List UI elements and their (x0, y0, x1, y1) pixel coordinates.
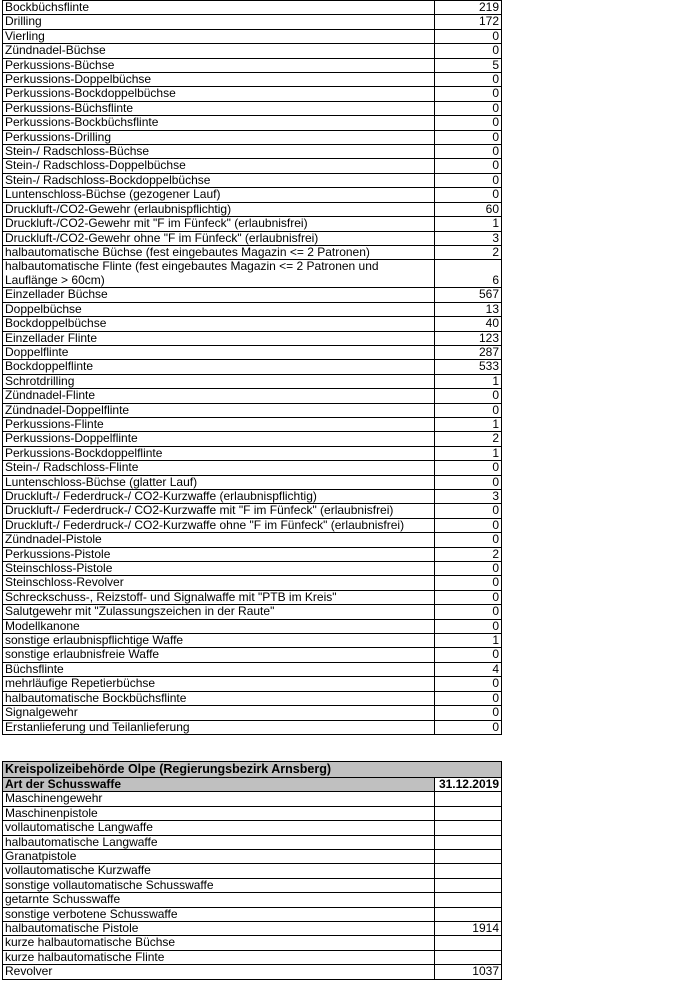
count-cell: 2 (435, 432, 502, 446)
weapon-type-cell: Büchsflinte (3, 662, 435, 676)
count-cell: 0 (435, 461, 502, 475)
count-cell: 40 (435, 317, 502, 331)
table-row (3, 562, 502, 576)
count-cell: 3 (435, 490, 502, 504)
weapon-type-cell: kurze halbautomatische Flinte (3, 950, 435, 964)
count-cell: 1 (435, 634, 502, 648)
weapon-type-cell: Maschinengewehr (3, 792, 435, 806)
count-cell: 0 (435, 403, 502, 417)
weapon-type-cell: Doppelflinte (3, 345, 435, 359)
weapon-type-cell: Steinschloss-Pistole (3, 562, 435, 576)
column-header-row (3, 778, 502, 792)
weapon-type-cell: Perkussions-Bockbüchsflinte (3, 116, 435, 130)
count-cell: 6 (435, 260, 502, 288)
table-row (3, 821, 502, 835)
date-column-header: 31.12.2019 (435, 778, 502, 792)
count-cell: 0 (435, 691, 502, 705)
weapon-type-cell: Vierling (3, 29, 435, 43)
count-cell: 1037 (435, 965, 502, 979)
table-row (3, 302, 502, 316)
table-row (3, 864, 502, 878)
weapon-type-cell: Erstanlieferung und Teilanlieferung (3, 720, 435, 734)
table-row (3, 965, 502, 979)
table-row (3, 893, 502, 907)
count-cell: 1 (435, 217, 502, 231)
count-cell: 0 (435, 116, 502, 130)
table-row (3, 677, 502, 691)
table-row (3, 504, 502, 518)
count-cell: 0 (435, 677, 502, 691)
count-cell (435, 850, 502, 864)
table-row (3, 720, 502, 734)
table-row (3, 461, 502, 475)
count-cell: 4 (435, 662, 502, 676)
weapon-type-cell: sonstige vollautomatische Schusswaffe (3, 878, 435, 892)
table-row (3, 446, 502, 460)
count-cell: 0 (435, 706, 502, 720)
weapon-type-cell: Druckluft-/ Federdruck-/ CO2-Kurzwaffe (erlaubnispflichtig) (3, 490, 435, 504)
count-cell: 0 (435, 475, 502, 489)
count-cell: 0 (435, 130, 502, 144)
table-row (3, 806, 502, 820)
table-row (3, 417, 502, 431)
table-row (3, 619, 502, 633)
weapon-type-cell: Modellkanone (3, 619, 435, 633)
weapon-type-cell: Signalgewehr (3, 706, 435, 720)
count-cell: 0 (435, 389, 502, 403)
weapon-type-cell: halbautomatische Langwaffe (3, 835, 435, 849)
weapon-type-cell: Schrotdrilling (3, 374, 435, 388)
weapon-type-cell: Zündnadel-Doppelflinte (3, 403, 435, 417)
weapon-type-cell: Druckluft-/CO2-Gewehr (erlaubnispflichtig) (3, 202, 435, 216)
count-cell (435, 936, 502, 950)
weapons-table-1-body (3, 1, 502, 735)
weapon-type-cell: mehrläufige Repetierbüchse (3, 677, 435, 691)
table-row (3, 878, 502, 892)
count-cell: 172 (435, 15, 502, 29)
table-row (3, 590, 502, 604)
count-cell (435, 878, 502, 892)
table-row (3, 345, 502, 359)
count-cell: 1 (435, 417, 502, 431)
table-row (3, 317, 502, 331)
table-row (3, 44, 502, 58)
table-row (3, 475, 502, 489)
table-row (3, 634, 502, 648)
weapon-type-cell: Stein-/ Radschloss-Büchse (3, 145, 435, 159)
count-cell: 0 (435, 159, 502, 173)
count-cell: 0 (435, 720, 502, 734)
count-cell: 0 (435, 73, 502, 87)
weapon-type-cell: Bockdoppelflinte (3, 360, 435, 374)
weapon-type-cell: Perkussions-Büchse (3, 58, 435, 72)
count-cell: 0 (435, 576, 502, 590)
weapons-table-2 (2, 761, 502, 980)
weapon-type-cell: Stein-/ Radschloss-Doppelbüchse (3, 159, 435, 173)
table-row (3, 87, 502, 101)
count-cell: 1 (435, 446, 502, 460)
weapon-type-cell: Perkussions-Drilling (3, 130, 435, 144)
count-cell: 1914 (435, 922, 502, 936)
count-cell: 3 (435, 231, 502, 245)
table-row (3, 29, 502, 43)
table-row (3, 907, 502, 921)
weapon-type-cell: Druckluft-/ Federdruck-/ CO2-Kurzwaffe ohne "F im Fünfeck" (erlaubnisfrei) (3, 518, 435, 532)
weapon-type-cell: Salutgewehr mit "Zulassungszeichen in der Raute" (3, 605, 435, 619)
table-row (3, 403, 502, 417)
weapon-type-cell: Zündnadel-Büchse (3, 44, 435, 58)
weapons-table-1 (2, 0, 502, 735)
count-cell: 0 (435, 619, 502, 633)
count-cell (435, 907, 502, 921)
weapon-type-cell: Bockbüchsflinte (3, 1, 435, 15)
count-cell: 0 (435, 605, 502, 619)
table-row (3, 58, 502, 72)
weapon-type-cell: halbautomatische Pistole (3, 922, 435, 936)
table-row (3, 202, 502, 216)
table-row (3, 73, 502, 87)
count-cell (435, 806, 502, 820)
weapon-type-cell: sonstige erlaubnisfreie Waffe (3, 648, 435, 662)
count-cell: 13 (435, 302, 502, 316)
weapon-type-cell: Maschinenpistole (3, 806, 435, 820)
count-cell: 0 (435, 590, 502, 604)
weapon-type-cell: Stein-/ Radschloss-Bockdoppelbüchse (3, 173, 435, 187)
table-row (3, 547, 502, 561)
weapon-type-cell: Steinschloss-Revolver (3, 576, 435, 590)
table-row (3, 1, 502, 15)
weapon-type-cell: halbautomatische Flinte (fest eingebautes Magazin <= 2 Patronen und Lauflänge > 60cm) (3, 260, 435, 288)
weapon-type-cell: vollautomatische Langwaffe (3, 821, 435, 835)
count-cell (435, 792, 502, 806)
table-row (3, 432, 502, 446)
weapon-type-cell: Luntenschloss-Büchse (glatter Lauf) (3, 475, 435, 489)
count-cell: 567 (435, 288, 502, 302)
weapon-type-cell: sonstige erlaubnispflichtige Waffe (3, 634, 435, 648)
count-cell: 5 (435, 58, 502, 72)
count-cell: 60 (435, 202, 502, 216)
table-row (3, 662, 502, 676)
count-cell: 287 (435, 345, 502, 359)
table-row (3, 130, 502, 144)
count-cell: 533 (435, 360, 502, 374)
table-row (3, 217, 502, 231)
count-cell: 2 (435, 547, 502, 561)
table-row (3, 260, 502, 288)
table-row (3, 533, 502, 547)
table-row (3, 648, 502, 662)
count-cell: 0 (435, 562, 502, 576)
count-cell (435, 821, 502, 835)
weapon-type-cell: Revolver (3, 965, 435, 979)
count-cell: 1 (435, 374, 502, 388)
count-cell (435, 893, 502, 907)
weapons-table-2-body (3, 762, 502, 980)
weapon-type-cell: Luntenschloss-Büchse (gezogener Lauf) (3, 188, 435, 202)
weapon-type-cell: Einzellader Büchse (3, 288, 435, 302)
count-cell: 0 (435, 173, 502, 187)
weapon-type-cell: halbautomatische Bockbüchsflinte (3, 691, 435, 705)
count-cell: 0 (435, 101, 502, 115)
weapon-type-cell: Granatpistole (3, 850, 435, 864)
weapon-type-column-header: Art der Schusswaffe (3, 778, 435, 792)
count-cell: 2 (435, 245, 502, 259)
count-cell: 0 (435, 188, 502, 202)
weapon-type-cell: vollautomatische Kurzwaffe (3, 864, 435, 878)
count-cell: 0 (435, 145, 502, 159)
weapon-type-cell: Schreckschuss-, Reizstoff- und Signalwaffe mit "PTB im Kreis" (3, 590, 435, 604)
table-row (3, 188, 502, 202)
weapon-type-cell: Perkussions-Doppelbüchse (3, 73, 435, 87)
table-row (3, 101, 502, 115)
weapon-type-cell: Perkussions-Flinte (3, 417, 435, 431)
table-row (3, 518, 502, 532)
table-row (3, 360, 502, 374)
count-cell: 0 (435, 44, 502, 58)
table-row (3, 231, 502, 245)
table-row (3, 145, 502, 159)
weapon-type-cell: kurze halbautomatische Büchse (3, 936, 435, 950)
weapon-type-cell: Stein-/ Radschloss-Flinte (3, 461, 435, 475)
authority-title: Kreispolizeibehörde Olpe (Regierungsbezirk Arnsberg) (3, 762, 502, 778)
weapon-type-cell: Druckluft-/CO2-Gewehr mit "F im Fünfeck" (erlaubnisfrei) (3, 217, 435, 231)
table-row (3, 691, 502, 705)
weapon-type-cell: sonstige verbotene Schusswaffe (3, 907, 435, 921)
count-cell: 219 (435, 1, 502, 15)
table-row (3, 922, 502, 936)
authority-header-row (3, 762, 502, 778)
weapon-type-cell: Zündnadel-Flinte (3, 389, 435, 403)
table-row (3, 374, 502, 388)
count-cell: 0 (435, 518, 502, 532)
table-row (3, 605, 502, 619)
weapon-type-cell: Perkussions-Doppelflinte (3, 432, 435, 446)
weapon-type-cell: Perkussions-Bockdoppelflinte (3, 446, 435, 460)
table-row (3, 331, 502, 345)
weapon-type-cell: Einzellader Flinte (3, 331, 435, 345)
count-cell: 0 (435, 29, 502, 43)
count-cell (435, 950, 502, 964)
weapon-type-cell: Perkussions-Büchsflinte (3, 101, 435, 115)
table-row (3, 936, 502, 950)
table-row (3, 116, 502, 130)
table-row (3, 15, 502, 29)
weapon-type-cell: Bockdoppelbüchse (3, 317, 435, 331)
count-cell (435, 864, 502, 878)
weapon-type-cell: Druckluft-/ Federdruck-/ CO2-Kurzwaffe mit "F im Fünfeck" (erlaubnisfrei) (3, 504, 435, 518)
count-cell: 0 (435, 533, 502, 547)
table-row (3, 950, 502, 964)
table-row (3, 389, 502, 403)
table-row (3, 576, 502, 590)
weapon-type-cell: Zündnadel-Pistole (3, 533, 435, 547)
table-row (3, 288, 502, 302)
table-row (3, 159, 502, 173)
table-row (3, 490, 502, 504)
weapon-type-cell: getarnte Schusswaffe (3, 893, 435, 907)
count-cell: 0 (435, 504, 502, 518)
table-row (3, 792, 502, 806)
count-cell: 0 (435, 648, 502, 662)
table-row (3, 706, 502, 720)
count-cell: 0 (435, 87, 502, 101)
weapon-type-cell: Doppelbüchse (3, 302, 435, 316)
weapon-type-cell: Perkussions-Pistole (3, 547, 435, 561)
count-cell (435, 835, 502, 849)
weapon-type-cell: Perkussions-Bockdoppelbüchse (3, 87, 435, 101)
table-row (3, 850, 502, 864)
weapon-type-cell: Druckluft-/CO2-Gewehr ohne "F im Fünfeck" (erlaubnisfrei) (3, 231, 435, 245)
weapon-type-cell: Drilling (3, 15, 435, 29)
table-row (3, 173, 502, 187)
table-row (3, 245, 502, 259)
weapon-type-cell: halbautomatische Büchse (fest eingebautes Magazin <= 2 Patronen) (3, 245, 435, 259)
count-cell: 123 (435, 331, 502, 345)
table-row (3, 835, 502, 849)
